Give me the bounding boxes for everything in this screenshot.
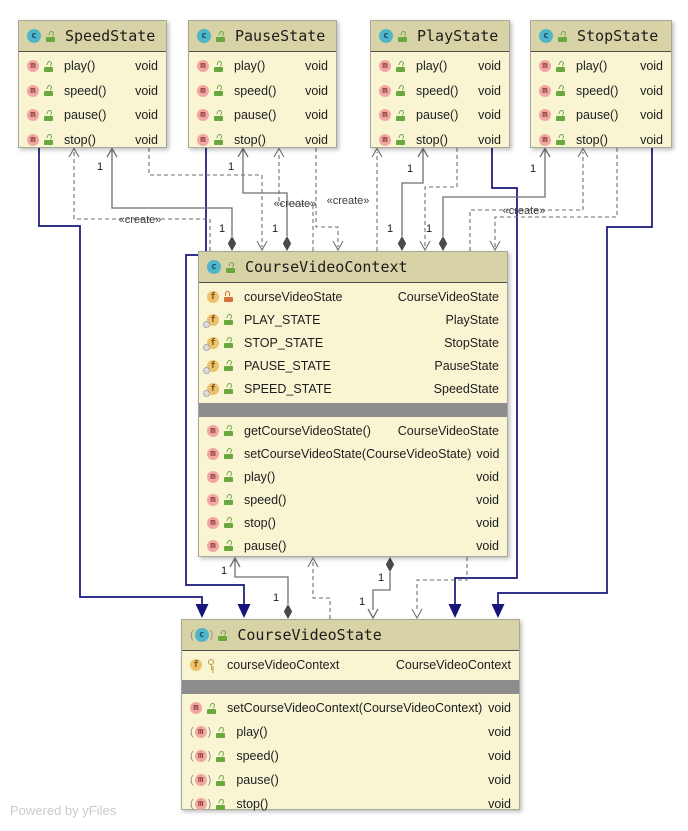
member-row[interactable]: f courseVideoState CourseVideoState [199,285,507,308]
inheritance-arrowhead [238,604,251,618]
member-row[interactable]: m speed() void [531,79,671,104]
method-icon: m [27,134,39,146]
method-icon: m [197,60,209,72]
public-lock-icon [44,110,53,121]
class-icon: c [197,29,211,43]
member-row[interactable]: m speed() void [189,79,336,104]
aggregation-edge-state-context[interactable] [235,560,288,604]
public-lock-icon [396,134,405,145]
member-row[interactable]: f courseVideoContext CourseVideoContext [182,653,519,677]
dependency-edge-context-state[interactable] [417,557,467,610]
method-icon: m [539,134,551,146]
aggregation-edge-pausestate[interactable] [243,149,287,236]
method-icon: m [190,702,202,714]
public-lock-icon [396,85,405,96]
create-label: «create» [502,205,546,217]
class-node-coursevideostate[interactable] [181,619,520,810]
public-lock-icon [224,425,233,436]
create-label: «create» [326,195,370,207]
method-icon: m [197,85,209,97]
public-lock-icon [44,85,53,96]
public-lock-icon [224,360,233,371]
member-row[interactable]: m speed() void [199,488,507,511]
field-icon: f [207,291,219,303]
abstract-method-icon: ( m ) [190,798,211,810]
method-icon: m [207,540,219,552]
static-field-icon: f [207,360,219,372]
member-row[interactable]: m stop() void [371,128,509,153]
abstract-class-icon: ( c ) [190,628,213,642]
class-header [531,21,671,52]
class-title: CourseVideoState [237,626,382,644]
member-row[interactable]: ( m ) pause() void [182,768,519,792]
multiplicity-label: 1 [273,592,280,604]
member-row[interactable]: m stop() void [531,128,671,153]
method-icon: m [379,134,391,146]
multiplicity-label: 1 [387,223,394,235]
public-lock-icon [214,85,223,96]
member-row[interactable]: m pause() void [189,103,336,128]
multiplicity-label: 1 [272,223,279,235]
static-gear-icon [203,321,210,328]
member-row[interactable]: ( m ) stop() void [182,792,519,816]
inheritance-arrowhead [492,604,505,618]
class-node-playstate[interactable] [370,20,510,148]
multiplicity-label: 1 [530,163,537,175]
class-icon: c [539,29,553,43]
public-lock-icon [224,471,233,482]
class-node-speedstate[interactable] [18,20,167,148]
create-label: «create» [273,198,317,210]
member-row[interactable]: m stop() void [189,128,336,153]
multiplicity-label: 1 [407,163,414,175]
member-row[interactable]: m pause() void [19,103,166,128]
method-icon: m [207,471,219,483]
method-icon: m [207,517,219,529]
method-icon: m [197,109,209,121]
method-icon: m [379,60,391,72]
field-icon: f [190,659,202,671]
method-icon: m [539,109,551,121]
public-lock-icon [224,448,233,459]
aggregation-diamond [283,236,291,251]
member-row[interactable]: m play() void [531,54,671,79]
class-node-pausestate[interactable] [188,20,337,148]
aggregation-diamond [398,236,406,251]
member-row[interactable]: m play() void [189,54,336,79]
multiplicity-label: 1 [219,223,226,235]
create-label: «create» [118,214,162,226]
public-lock-icon [218,630,227,641]
public-lock-icon [44,134,53,145]
public-lock-icon [216,751,225,762]
method-icon: m [539,60,551,72]
method-icon: m [207,425,219,437]
public-lock-icon [224,337,233,348]
static-field-icon: f [207,314,219,326]
public-lock-icon [216,31,225,42]
method-icon: m [379,109,391,121]
member-row[interactable]: m pause() void [531,103,671,128]
method-icon: m [539,85,551,97]
method-icon: m [27,85,39,97]
inheritance-arrowhead [196,604,209,618]
member-row[interactable]: m stop() void [199,511,507,534]
class-header [182,620,519,651]
public-lock-icon [224,540,233,551]
aggregation-arrowhead [368,609,378,618]
class-title: PlayState [417,27,499,45]
public-lock-icon [224,494,233,505]
class-title: CourseVideoContext [245,258,408,276]
member-row[interactable]: m setCourseVideoState(CourseVideoState) void [199,442,507,465]
public-lock-icon [396,110,405,121]
method-icon: m [27,60,39,72]
multiplicity-label: 1 [228,161,235,173]
inheritance-arrowhead [449,604,462,618]
public-lock-icon [216,775,225,786]
method-icon: m [207,448,219,460]
section-separator [182,680,519,694]
aggregation-diamond [386,557,394,572]
member-row[interactable]: f PAUSE_STATE PauseState [199,354,507,377]
member-row[interactable]: m stop() void [19,128,166,153]
public-lock-icon [46,31,55,42]
public-lock-icon [226,262,235,273]
multiplicity-label: 1 [378,572,385,584]
public-lock-icon [214,110,223,121]
multiplicity-label: 1 [426,223,433,235]
member-row[interactable]: f STOP_STATE StopState [199,331,507,354]
member-row[interactable]: f PLAY_STATE PlayState [199,308,507,331]
aggregation-diamond [228,236,236,251]
member-row[interactable]: m pause() void [371,103,509,128]
class-title: StopState [577,27,659,45]
class-header [199,252,507,283]
member-row[interactable]: m speed() void [371,79,509,104]
static-field-icon: f [207,337,219,349]
dependency-arrowhead [412,609,422,618]
static-field-icon: f [207,383,219,395]
public-lock-icon [556,85,565,96]
private-lock-icon [224,291,233,302]
method-icon: m [197,134,209,146]
member-row[interactable]: m speed() void [19,79,166,104]
multiplicity-label: 1 [359,596,366,608]
public-lock-icon [214,61,223,72]
public-lock-icon [556,134,565,145]
class-icon: c [379,29,393,43]
public-lock-icon [558,31,567,42]
key-icon [207,659,216,671]
public-lock-icon [216,727,225,738]
member-row[interactable]: m getCourseVideoState() CourseVideoState [199,419,507,442]
public-lock-icon [224,517,233,528]
public-lock-icon [396,61,405,72]
public-lock-icon [216,799,225,810]
class-header [371,21,509,52]
aggregation-diamond [284,604,292,619]
abstract-method-icon: ( m ) [190,750,211,762]
abstract-method-icon: ( m ) [190,774,211,786]
class-title: PauseState [235,27,326,45]
public-lock-icon [207,703,216,714]
yfiles-watermark: Powered by yFiles [10,803,117,818]
aggregation-diamond [439,236,447,251]
static-gear-icon [203,344,210,351]
member-row[interactable]: m play() void [199,465,507,488]
member-row[interactable]: ( m ) speed() void [182,744,519,768]
create-edge-speedstate[interactable] [74,152,210,251]
class-node-stopstate[interactable] [530,20,672,148]
member-row[interactable]: m play() void [371,54,509,79]
class-icon: c [27,29,41,43]
public-lock-icon [214,134,223,145]
public-lock-icon [398,31,407,42]
section-separator [199,403,507,417]
multiplicity-label: 1 [97,161,104,173]
class-title: SpeedState [65,27,156,45]
static-gear-icon [203,367,210,374]
method-icon: m [27,109,39,121]
public-lock-icon [44,61,53,72]
public-lock-icon [224,314,233,325]
member-row[interactable]: m setCourseVideoContext(CourseVideoContext) void [182,696,519,720]
dependency-edge-state-context[interactable] [313,560,330,619]
class-icon: c [207,260,221,274]
member-row[interactable]: f SPEED_STATE SpeedState [199,377,507,400]
static-gear-icon [203,390,210,397]
public-lock-icon [224,383,233,394]
public-lock-icon [556,110,565,121]
create-edge-stopstate[interactable] [470,152,583,251]
member-row[interactable]: m play() void [19,54,166,79]
method-icon: m [379,85,391,97]
public-lock-icon [556,61,565,72]
multiplicity-label: 1 [221,565,228,577]
abstract-method-icon: ( m ) [190,726,211,738]
class-header [189,21,336,52]
class-header [19,21,166,52]
member-row[interactable]: m pause() void [199,534,507,557]
class-node-coursevideocontext[interactable] [198,251,508,557]
member-row[interactable]: ( m ) play() void [182,720,519,744]
method-icon: m [207,494,219,506]
